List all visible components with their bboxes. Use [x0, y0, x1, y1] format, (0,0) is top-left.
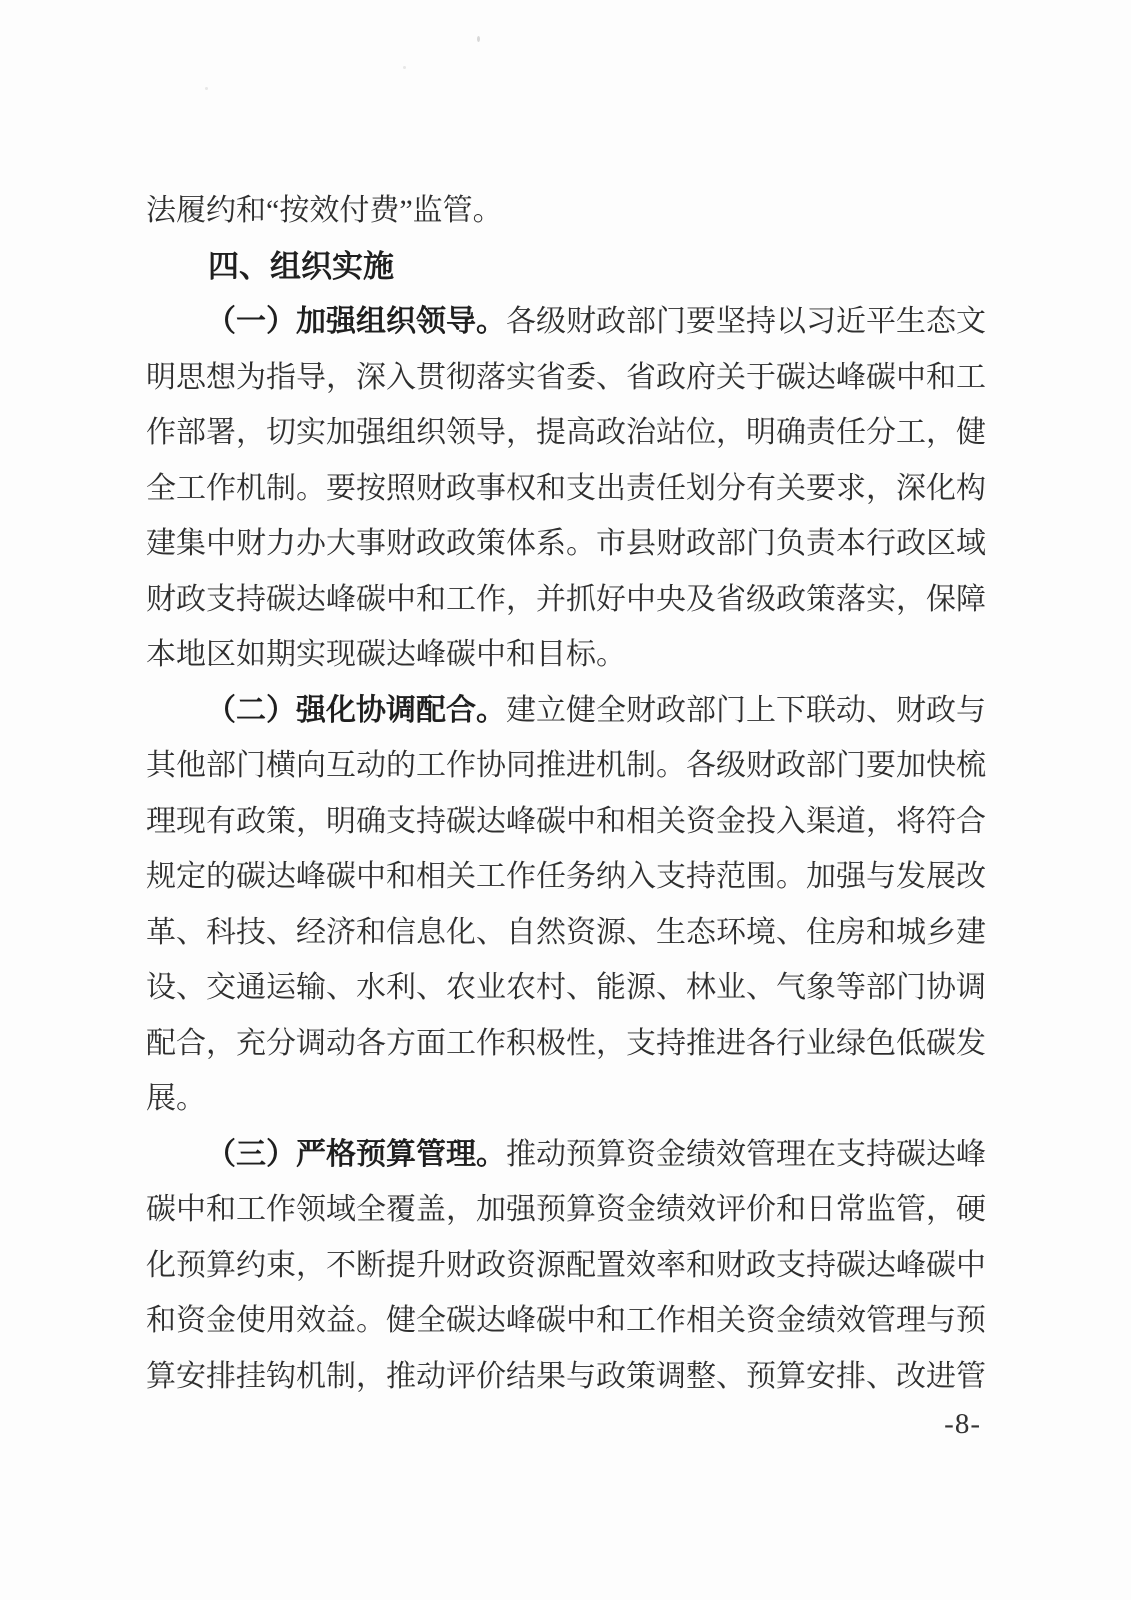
- page-number: -8-: [944, 1408, 981, 1440]
- paragraph-3-body: 推动预算资金绩效管理在支持碳达峰碳中和工作领域全覆盖，加强预算资金绩效评价和日常监管，硬化预算约束，不断提升财政资源配置效率和财政支持碳达峰碳中和资金使用效益。健全碳达峰碳中和工作相关资金绩效管理与预算安排挂钩机制，推动评价结果与政策调整、预算安排、改进管: [146, 1137, 986, 1393]
- paragraph-3: [146, 1127, 986, 1405]
- document-text-block: [146, 183, 986, 1404]
- paragraph-1-lead: （一）加强组织领导。: [206, 305, 506, 338]
- section-heading: 四、组织实施: [208, 248, 394, 284]
- scan-speck: [477, 36, 480, 42]
- paragraph-1-body: 各级财政部门要坚持以习近平生态文明思想为指导，深入贯彻落实省委、省政府关于碳达峰碳中和工作部署，切实加强组织领导，提高政治站位，明确责任分工，健全工作机制。要按照财政事权和支出责任划分有关要求，深化构建集中财力办大事财政政策体系。市县财政部门负责本行政区域财政支持碳达峰碳中和工作，并抓好中央及省级政策落实，保障本地区如期实现碳达峰碳中和目标。: [146, 305, 986, 671]
- scan-speck: [205, 87, 208, 90]
- paragraph-1: [146, 294, 986, 683]
- paragraph-2: [146, 683, 986, 1127]
- paragraph-2-body: 建立健全财政部门上下联动、财政与其他部门横向互动的工作协同推进机制。各级财政部门要加快梳理现有政策，明确支持碳达峰碳中和相关资金投入渠道，将符合规定的碳达峰碳中和相关工作任务纳入支持范围。加强与发展改革、科技、经济和信息化、自然资源、生态环境、住房和城乡建设、交通运输、水利、农业农村、能源、林业、气象等部门协调配合，充分调动各方面工作积极性，支持推进各行业绿色低碳发展。: [146, 693, 986, 1115]
- paragraph-2-lead: （二）强化协调配合。: [206, 693, 506, 727]
- scan-speck: [403, 66, 406, 69]
- paragraph-3-lead: （三）严格预算管理。: [206, 1137, 506, 1171]
- continuation-line: 法履约和“按效付费”监管。: [146, 194, 503, 227]
